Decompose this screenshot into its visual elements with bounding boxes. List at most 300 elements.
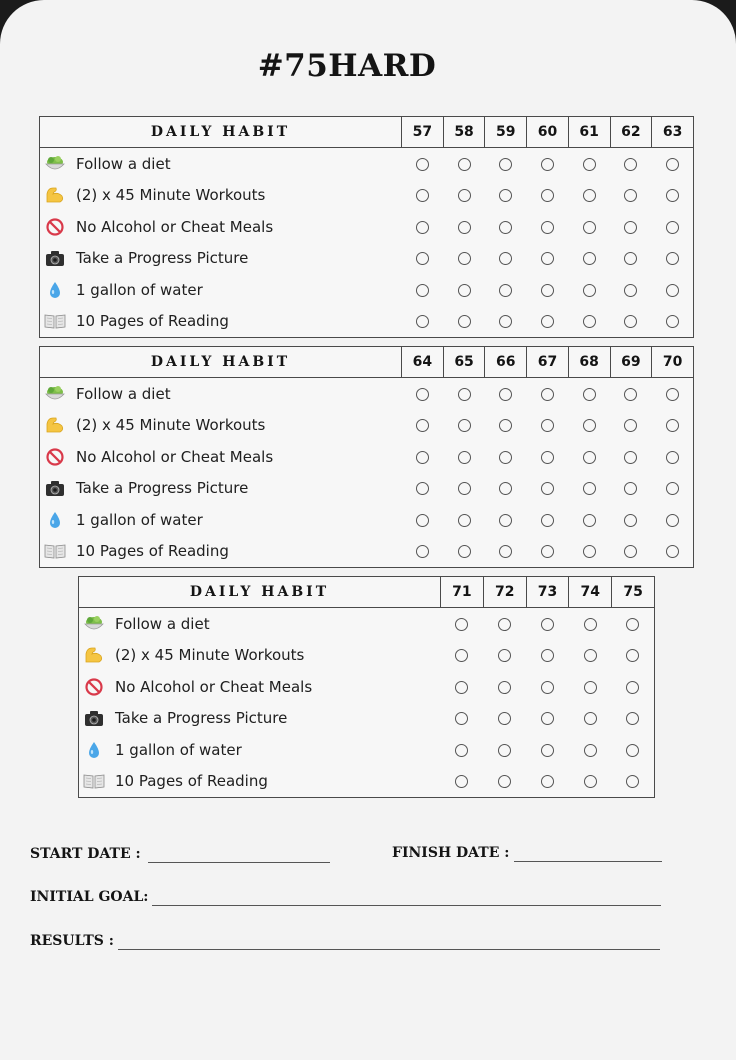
day-checkbox[interactable] <box>541 252 554 265</box>
daily-habit-header: DAILY HABIT <box>40 347 402 378</box>
checkbox-cell <box>526 766 569 798</box>
daily-habit-header: DAILY HABIT <box>79 577 441 608</box>
day-checkbox[interactable] <box>458 419 471 432</box>
day-checkbox[interactable] <box>584 649 597 662</box>
checkbox-cell <box>569 734 612 766</box>
day-header: 60 <box>527 117 569 148</box>
checkbox-cell <box>568 306 610 338</box>
habit-label: Follow a diet <box>76 154 171 173</box>
checkbox-cell <box>483 703 526 735</box>
day-header: 74 <box>569 577 612 608</box>
habit-label: 1 gallon of water <box>76 510 203 529</box>
day-checkbox[interactable] <box>583 189 596 202</box>
day-checkbox[interactable] <box>583 482 596 495</box>
habit-row <box>40 148 694 180</box>
checkbox-cell <box>402 274 444 306</box>
day-checkbox[interactable] <box>666 419 679 432</box>
habit-label: 10 Pages of Reading <box>76 312 229 331</box>
day-checkbox[interactable] <box>455 744 468 757</box>
day-checkbox[interactable] <box>583 252 596 265</box>
habit-label: (2) x 45 Minute Workouts <box>115 646 305 665</box>
day-checkbox[interactable] <box>583 451 596 464</box>
checkbox-cell <box>612 766 655 798</box>
day-checkbox[interactable] <box>499 315 512 328</box>
day-header: 66 <box>485 347 527 378</box>
camera-icon <box>83 708 105 728</box>
checkbox-cell <box>527 441 569 473</box>
day-header: 64 <box>402 347 444 378</box>
start-date-field[interactable] <box>148 862 330 863</box>
open-book-icon <box>44 541 66 561</box>
day-checkbox[interactable] <box>499 221 512 234</box>
habit-label: No Alcohol or Cheat Meals <box>76 447 274 466</box>
habit-row <box>40 243 694 275</box>
habit-row <box>40 473 694 505</box>
day-checkbox[interactable] <box>626 681 639 694</box>
habit-label: (2) x 45 Minute Workouts <box>76 186 266 205</box>
checkbox-cell <box>443 441 485 473</box>
checkbox-cell <box>402 473 444 505</box>
checkbox-cell <box>402 148 444 180</box>
day-checkbox[interactable] <box>458 315 471 328</box>
day-checkbox[interactable] <box>541 482 554 495</box>
day-checkbox[interactable] <box>626 744 639 757</box>
day-checkbox[interactable] <box>498 681 511 694</box>
checkbox-cell <box>527 180 569 212</box>
habit-name-cell <box>40 473 402 505</box>
day-checkbox[interactable] <box>416 388 429 401</box>
checkbox-cell <box>443 536 485 568</box>
water-droplet-icon <box>83 740 105 760</box>
day-header: 59 <box>485 117 527 148</box>
habit-row <box>79 703 655 735</box>
day-checkbox[interactable] <box>498 712 511 725</box>
checkbox-cell <box>485 536 527 568</box>
checkbox-cell <box>443 180 485 212</box>
day-checkbox[interactable] <box>416 158 429 171</box>
day-checkbox[interactable] <box>416 451 429 464</box>
day-checkbox[interactable] <box>624 221 637 234</box>
day-checkbox[interactable] <box>624 482 637 495</box>
checkbox-cell <box>443 274 485 306</box>
checkbox-cell <box>652 473 694 505</box>
day-checkbox[interactable] <box>583 419 596 432</box>
day-checkbox[interactable] <box>584 618 597 631</box>
habit-label: 1 gallon of water <box>76 280 203 299</box>
camera-icon <box>44 478 66 498</box>
day-checkbox[interactable] <box>499 545 512 558</box>
day-checkbox[interactable] <box>584 712 597 725</box>
camera-icon <box>44 248 66 268</box>
checkbox-cell <box>443 211 485 243</box>
day-checkbox[interactable] <box>541 451 554 464</box>
day-checkbox[interactable] <box>666 189 679 202</box>
day-checkbox[interactable] <box>541 712 554 725</box>
checkbox-cell <box>610 473 652 505</box>
habit-row <box>40 180 694 212</box>
salad-bowl-icon <box>83 614 105 634</box>
checkbox-cell <box>527 306 569 338</box>
day-checkbox[interactable] <box>458 451 471 464</box>
checkbox-cell <box>652 180 694 212</box>
checkbox-cell <box>610 211 652 243</box>
day-header: 65 <box>443 347 485 378</box>
checkbox-cell <box>610 306 652 338</box>
checkbox-cell <box>441 734 484 766</box>
day-checkbox[interactable] <box>416 221 429 234</box>
day-checkbox[interactable] <box>666 545 679 558</box>
habit-name-cell <box>40 180 402 212</box>
day-checkbox[interactable] <box>499 284 512 297</box>
checkbox-cell <box>443 306 485 338</box>
day-checkbox[interactable] <box>666 252 679 265</box>
day-checkbox[interactable] <box>624 545 637 558</box>
open-book-icon <box>83 771 105 791</box>
day-checkbox[interactable] <box>624 189 637 202</box>
habit-name-cell <box>40 410 402 442</box>
day-checkbox[interactable] <box>499 451 512 464</box>
checkbox-cell <box>441 671 484 703</box>
habit-row <box>40 504 694 536</box>
checkbox-cell <box>610 410 652 442</box>
checkbox-cell <box>612 640 655 672</box>
checkbox-cell <box>569 640 612 672</box>
habit-row <box>40 441 694 473</box>
day-checkbox[interactable] <box>624 419 637 432</box>
habit-table-days-57-63 <box>39 116 694 338</box>
day-header: 58 <box>443 117 485 148</box>
checkbox-cell <box>402 180 444 212</box>
checkbox-cell <box>402 211 444 243</box>
habit-row <box>40 274 694 306</box>
checkbox-cell <box>610 148 652 180</box>
day-header: 73 <box>526 577 569 608</box>
habit-label: 10 Pages of Reading <box>115 772 268 791</box>
checkbox-cell <box>483 766 526 798</box>
day-checkbox[interactable] <box>624 315 637 328</box>
habit-row <box>79 766 655 798</box>
checkbox-cell <box>652 306 694 338</box>
day-checkbox[interactable] <box>666 388 679 401</box>
day-checkbox[interactable] <box>455 775 468 788</box>
day-checkbox[interactable] <box>541 618 554 631</box>
day-checkbox[interactable] <box>499 388 512 401</box>
day-checkbox[interactable] <box>666 482 679 495</box>
day-checkbox[interactable] <box>666 514 679 527</box>
day-checkbox[interactable] <box>624 252 637 265</box>
day-header: 68 <box>568 347 610 378</box>
checkbox-cell <box>612 608 655 640</box>
day-checkbox[interactable] <box>541 388 554 401</box>
checkbox-cell <box>652 243 694 275</box>
habit-label: No Alcohol or Cheat Meals <box>76 217 274 236</box>
checkbox-cell <box>443 504 485 536</box>
checkbox-cell <box>485 410 527 442</box>
habit-name-cell <box>40 211 402 243</box>
habit-name-cell <box>79 734 441 766</box>
checkbox-cell <box>527 410 569 442</box>
day-checkbox[interactable] <box>666 451 679 464</box>
habit-name-cell <box>79 703 441 735</box>
day-checkbox[interactable] <box>499 482 512 495</box>
day-checkbox[interactable] <box>541 545 554 558</box>
day-header: 69 <box>610 347 652 378</box>
checkbox-cell <box>568 211 610 243</box>
day-checkbox[interactable] <box>416 482 429 495</box>
day-checkbox[interactable] <box>458 545 471 558</box>
habit-table-days-71-75 <box>78 576 655 798</box>
day-checkbox[interactable] <box>624 514 637 527</box>
checkbox-cell <box>443 473 485 505</box>
day-header: 62 <box>610 117 652 148</box>
day-checkbox[interactable] <box>541 681 554 694</box>
day-checkbox[interactable] <box>541 419 554 432</box>
checkbox-cell <box>612 671 655 703</box>
checkbox-cell <box>485 473 527 505</box>
day-checkbox[interactable] <box>626 649 639 662</box>
checkbox-cell <box>485 180 527 212</box>
day-checkbox[interactable] <box>541 514 554 527</box>
checkbox-cell <box>652 148 694 180</box>
day-checkbox[interactable] <box>458 189 471 202</box>
checkbox-cell <box>526 671 569 703</box>
checkbox-cell <box>402 378 444 410</box>
checkbox-cell <box>568 536 610 568</box>
checkbox-cell <box>568 473 610 505</box>
day-checkbox[interactable] <box>541 158 554 171</box>
day-checkbox[interactable] <box>458 514 471 527</box>
habit-name-cell <box>40 504 402 536</box>
finish-date-label: FINISH DATE : <box>392 845 510 861</box>
day-checkbox[interactable] <box>499 252 512 265</box>
day-checkbox[interactable] <box>666 315 679 328</box>
day-header: 71 <box>441 577 484 608</box>
day-checkbox[interactable] <box>626 712 639 725</box>
day-checkbox[interactable] <box>583 388 596 401</box>
habit-name-cell <box>79 608 441 640</box>
checkbox-cell <box>402 441 444 473</box>
checkbox-cell <box>485 441 527 473</box>
habit-row <box>79 608 655 640</box>
habit-label: No Alcohol or Cheat Meals <box>115 677 313 696</box>
habit-name-cell <box>79 640 441 672</box>
day-header: 67 <box>527 347 569 378</box>
checkbox-cell <box>485 274 527 306</box>
day-checkbox[interactable] <box>455 649 468 662</box>
checkbox-cell <box>443 243 485 275</box>
checkbox-cell <box>441 766 484 798</box>
checkbox-cell <box>485 148 527 180</box>
checkbox-cell <box>652 410 694 442</box>
habit-label: Take a Progress Picture <box>76 479 249 498</box>
checkbox-cell <box>485 306 527 338</box>
finish-date-field[interactable] <box>514 861 662 862</box>
day-checkbox[interactable] <box>498 649 511 662</box>
day-checkbox[interactable] <box>499 419 512 432</box>
habit-name-cell <box>40 243 402 275</box>
habit-name-cell <box>79 671 441 703</box>
checkbox-cell <box>527 243 569 275</box>
day-checkbox[interactable] <box>499 514 512 527</box>
day-checkbox[interactable] <box>541 315 554 328</box>
checkbox-cell <box>485 504 527 536</box>
initial-goal-field[interactable] <box>152 905 661 906</box>
day-header: 72 <box>483 577 526 608</box>
checkbox-cell <box>568 180 610 212</box>
checkbox-cell <box>610 441 652 473</box>
day-checkbox[interactable] <box>583 315 596 328</box>
prohibited-icon <box>44 217 66 237</box>
checkbox-cell <box>402 504 444 536</box>
checkbox-cell <box>402 536 444 568</box>
prohibited-icon <box>83 677 105 697</box>
day-checkbox[interactable] <box>455 681 468 694</box>
checkbox-cell <box>652 441 694 473</box>
day-checkbox[interactable] <box>416 545 429 558</box>
day-checkbox[interactable] <box>583 284 596 297</box>
day-checkbox[interactable] <box>458 158 471 171</box>
checkbox-cell <box>485 211 527 243</box>
checkbox-cell <box>443 410 485 442</box>
day-checkbox[interactable] <box>455 618 468 631</box>
day-checkbox[interactable] <box>458 221 471 234</box>
day-checkbox[interactable] <box>583 158 596 171</box>
day-checkbox[interactable] <box>498 744 511 757</box>
checkbox-cell <box>568 378 610 410</box>
checkbox-cell <box>612 703 655 735</box>
habit-label: 1 gallon of water <box>115 740 242 759</box>
day-checkbox[interactable] <box>541 775 554 788</box>
checkbox-cell <box>441 608 484 640</box>
day-checkbox[interactable] <box>583 514 596 527</box>
checkbox-cell <box>527 274 569 306</box>
day-checkbox[interactable] <box>583 545 596 558</box>
checkbox-cell <box>485 378 527 410</box>
day-checkbox[interactable] <box>666 284 679 297</box>
prohibited-icon <box>44 447 66 467</box>
day-checkbox[interactable] <box>541 221 554 234</box>
checkbox-cell <box>569 703 612 735</box>
day-checkbox[interactable] <box>416 315 429 328</box>
day-checkbox[interactable] <box>498 618 511 631</box>
day-checkbox[interactable] <box>666 221 679 234</box>
checkbox-cell <box>402 410 444 442</box>
checkbox-cell <box>568 274 610 306</box>
checkbox-cell <box>483 640 526 672</box>
day-checkbox[interactable] <box>458 482 471 495</box>
day-checkbox[interactable] <box>416 419 429 432</box>
checkbox-cell <box>568 410 610 442</box>
day-header: 70 <box>652 347 694 378</box>
day-checkbox[interactable] <box>458 284 471 297</box>
day-checkbox[interactable] <box>584 681 597 694</box>
day-header: 57 <box>402 117 444 148</box>
habit-label: (2) x 45 Minute Workouts <box>76 416 266 435</box>
day-checkbox[interactable] <box>624 284 637 297</box>
habit-name-cell <box>40 274 402 306</box>
salad-bowl-icon <box>44 384 66 404</box>
day-checkbox[interactable] <box>458 388 471 401</box>
checkbox-cell <box>526 640 569 672</box>
checkbox-cell <box>526 734 569 766</box>
habit-row <box>79 640 655 672</box>
habit-table-days-64-70 <box>39 346 694 568</box>
day-checkbox[interactable] <box>624 158 637 171</box>
checkbox-cell <box>483 608 526 640</box>
checkbox-cell <box>527 536 569 568</box>
day-checkbox[interactable] <box>416 189 429 202</box>
checkbox-cell <box>402 243 444 275</box>
habit-name-cell <box>40 441 402 473</box>
checkbox-cell <box>568 441 610 473</box>
checkbox-cell <box>652 504 694 536</box>
day-checkbox[interactable] <box>416 514 429 527</box>
day-header: 61 <box>568 117 610 148</box>
habit-label: Take a Progress Picture <box>115 709 288 728</box>
checkbox-cell <box>568 504 610 536</box>
checkbox-cell <box>443 148 485 180</box>
checkbox-cell <box>610 504 652 536</box>
day-header: 75 <box>612 577 655 608</box>
checkbox-cell <box>652 378 694 410</box>
habit-row <box>79 734 655 766</box>
checkbox-cell <box>485 243 527 275</box>
checkbox-cell <box>652 536 694 568</box>
checkbox-cell <box>527 378 569 410</box>
day-checkbox[interactable] <box>498 775 511 788</box>
day-checkbox[interactable] <box>626 618 639 631</box>
flexed-biceps-icon <box>83 645 105 665</box>
habit-row <box>40 211 694 243</box>
day-checkbox[interactable] <box>416 284 429 297</box>
day-checkbox[interactable] <box>458 252 471 265</box>
checkbox-cell <box>402 306 444 338</box>
day-checkbox[interactable] <box>583 221 596 234</box>
checkbox-cell <box>610 180 652 212</box>
day-checkbox[interactable] <box>626 775 639 788</box>
habit-label: Take a Progress Picture <box>76 249 249 268</box>
habit-row <box>40 306 694 338</box>
checkbox-cell <box>441 703 484 735</box>
checkbox-cell <box>527 504 569 536</box>
day-checkbox[interactable] <box>541 284 554 297</box>
day-checkbox[interactable] <box>499 158 512 171</box>
checkbox-cell <box>610 378 652 410</box>
day-checkbox[interactable] <box>624 451 637 464</box>
day-checkbox[interactable] <box>499 189 512 202</box>
day-checkbox[interactable] <box>455 712 468 725</box>
day-checkbox[interactable] <box>541 649 554 662</box>
day-header: 63 <box>652 117 694 148</box>
checkbox-cell <box>569 608 612 640</box>
results-field[interactable] <box>118 949 660 950</box>
day-checkbox[interactable] <box>416 252 429 265</box>
day-checkbox[interactable] <box>584 775 597 788</box>
habit-row <box>40 536 694 568</box>
water-droplet-icon <box>44 510 66 530</box>
day-checkbox[interactable] <box>584 744 597 757</box>
checkbox-cell <box>569 766 612 798</box>
day-checkbox[interactable] <box>541 744 554 757</box>
day-checkbox[interactable] <box>541 189 554 202</box>
day-checkbox[interactable] <box>666 158 679 171</box>
checkbox-cell <box>441 640 484 672</box>
habit-row <box>79 671 655 703</box>
salad-bowl-icon <box>44 154 66 174</box>
day-checkbox[interactable] <box>624 388 637 401</box>
checkbox-cell <box>526 608 569 640</box>
habit-name-cell <box>40 148 402 180</box>
